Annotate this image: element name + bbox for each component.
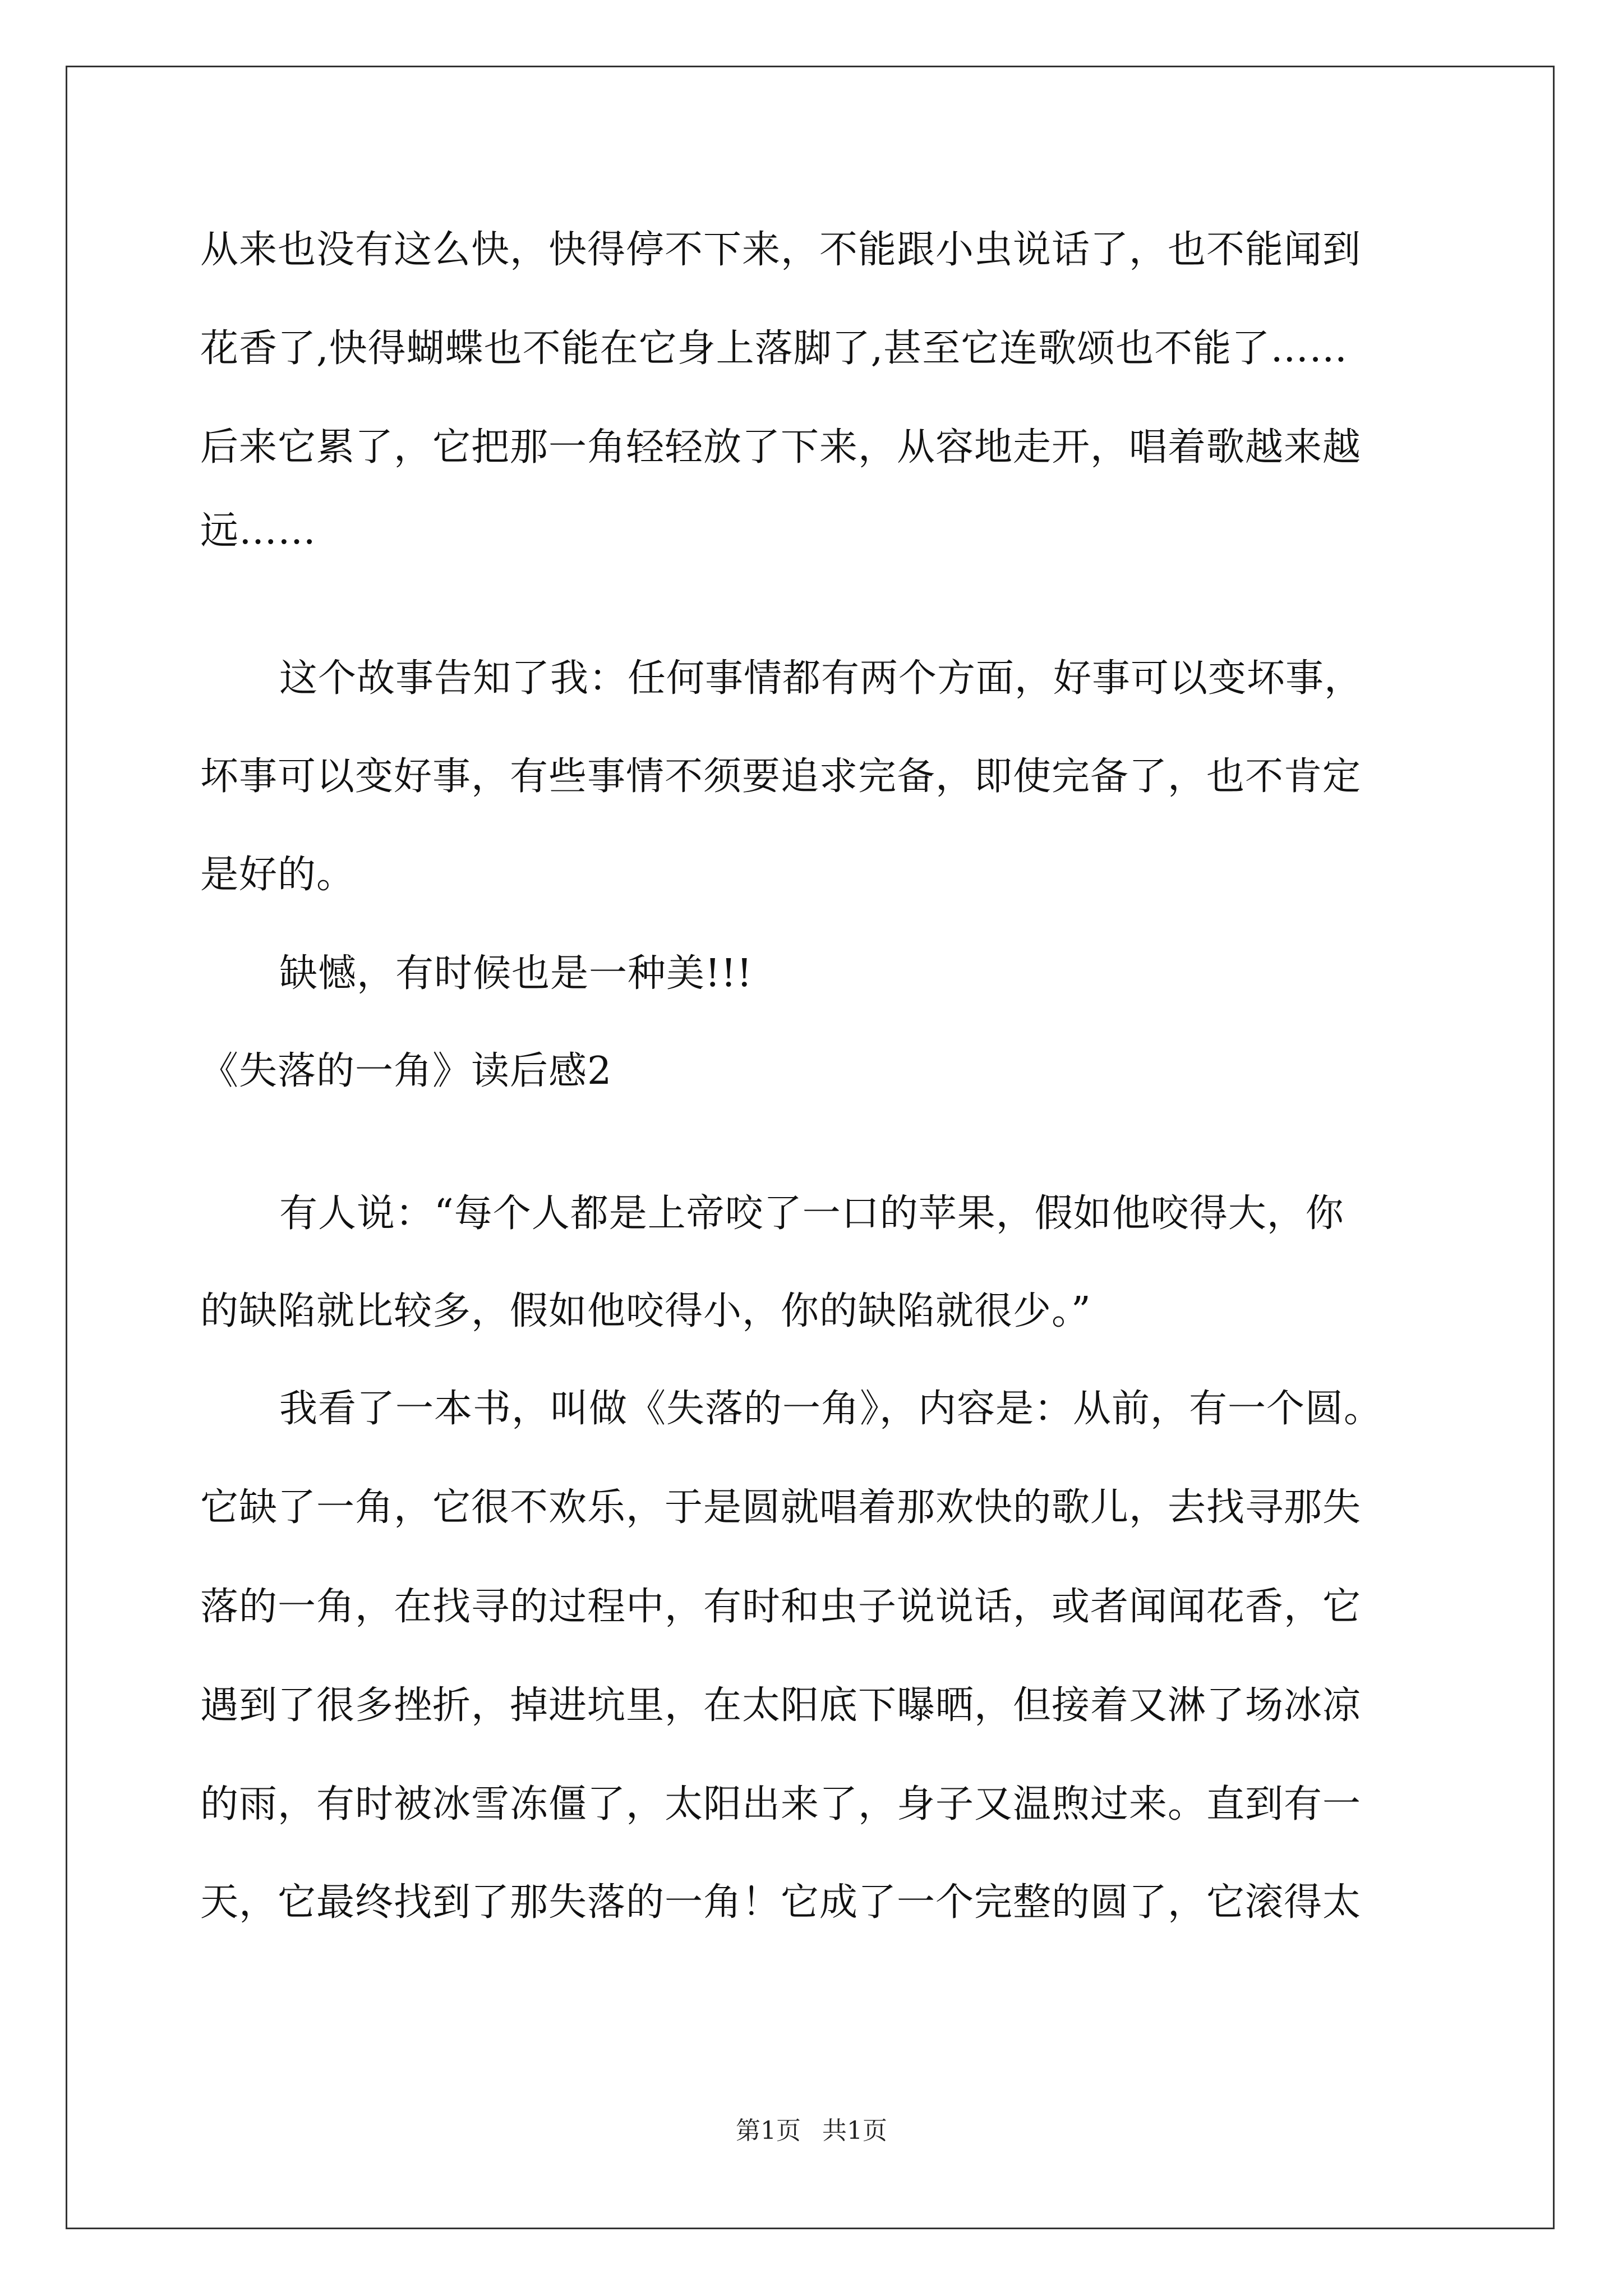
page-total: 共1页 bbox=[822, 2116, 887, 2145]
page-number: 第1页 bbox=[736, 2116, 801, 2145]
page-footer bbox=[0, 2114, 1623, 2148]
text-line: 遇到了很多挫折，掉进坑里，在太阳底下曝晒，但接着又淋了场冰凉 bbox=[200, 1683, 1362, 1728]
text-line: 远…… bbox=[200, 509, 317, 553]
paragraph-first-line: 缺憾，有时候也是一种美!!! bbox=[279, 951, 753, 996]
text-line: 后来它累了，它把那一角轻轻放了下来，从容地走开，唱着歌越来越 bbox=[200, 425, 1362, 470]
text-line: 坏事可以变好事，有些事情不须要追求完备，即使完备了，也不肯定 bbox=[200, 754, 1362, 799]
paragraph-first-line: 我看了一本书，叫做《失落的一角》，内容是：从前，有一个圆。 bbox=[279, 1387, 1383, 1431]
text-line: 从来也没有这么快，快得停不下来，不能跟小虫说话了，也不能闻到 bbox=[200, 228, 1362, 272]
paragraph-first-line: 有人说：“每个人都是上帝咬了一口的苹果，假如他咬得大，你 bbox=[279, 1191, 1344, 1236]
section-heading: 《失落的一角》读后感2 bbox=[200, 1049, 612, 1093]
paragraph-first-line: 这个故事告知了我：任何事情都有两个方面，好事可以变坏事， bbox=[279, 656, 1363, 701]
text-line: 天，它最终找到了那失落的一角！它成了一个完整的圆了，它滚得太 bbox=[200, 1880, 1362, 1925]
text-line: 花香了,快得蝴蝶也不能在它身上落脚了,甚至它连歌颂也不能了…… bbox=[200, 326, 1348, 371]
text-line: 的雨，有时被冰雪冻僵了，太阳出来了，身子又温煦过来。直到有一 bbox=[200, 1782, 1362, 1826]
text-line: 是好的。 bbox=[200, 853, 356, 897]
text-line: 落的一角，在找寻的过程中，有时和虫子说说话，或者闻闻花香，它 bbox=[200, 1585, 1362, 1629]
text-line: 的缺陷就比较多，假如他咬得小，你的缺陷就很少。” bbox=[200, 1289, 1091, 1333]
text-line: 它缺了一角，它很不欢乐，于是圆就唱着那欢快的歌儿，去找寻那失 bbox=[200, 1485, 1362, 1530]
